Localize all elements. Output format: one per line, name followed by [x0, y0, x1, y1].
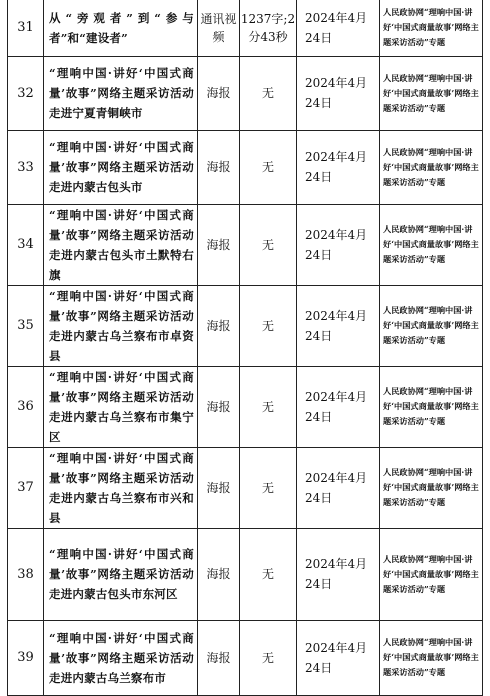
row-number: 32 [8, 56, 44, 130]
row-number: 37 [8, 447, 44, 528]
row-date: 2024年4月24日 [297, 366, 380, 447]
row-length: 无 [240, 366, 297, 447]
row-column: 人民政协网“理响中国·讲好‘中国式商量故事’网络主题采访活动”专题 [380, 447, 483, 528]
table-row [8, 285, 483, 366]
row-number: 31 [8, 0, 44, 56]
row-title: “理响中国·讲好‘中国式商量’故事”网络主题采访活动走进内蒙古包头市东河区 [44, 528, 198, 620]
row-title: “理响中国·讲好‘中国式商量’故事”网络主题采访活动走进内蒙古包头市土默特右旗 [44, 204, 198, 285]
row-number: 38 [8, 528, 44, 620]
table-row [8, 528, 483, 620]
row-length: 1237字;2分43秒 [240, 0, 297, 56]
row-type: 海报 [198, 620, 240, 695]
row-title: “理响中国·讲好‘中国式商量’故事”网络主题采访活动走进内蒙古包头市 [44, 130, 198, 204]
row-title: 从“旁观者”到“参与者”和“建设者” [44, 0, 198, 56]
row-number: 33 [8, 130, 44, 204]
row-length: 无 [240, 620, 297, 695]
row-number: 34 [8, 204, 44, 285]
row-length: 无 [240, 204, 297, 285]
row-type: 通讯视频 [198, 0, 240, 56]
table-row [8, 0, 483, 56]
row-title: “理响中国·讲好‘中国式商量’故事”网络主题采访活动走进内蒙古乌兰察布市 [44, 620, 198, 695]
row-column: 人民政协网“理响中国·讲好‘中国式商量故事’网络主题采访活动”专题 [380, 528, 483, 620]
row-column: 人民政协网“理响中国·讲好‘中国式商量故事’网络主题采访活动”专题 [380, 620, 483, 695]
works-table [7, 0, 483, 696]
table-row [8, 366, 483, 447]
row-date: 2024年4月24日 [297, 285, 380, 366]
row-type: 海报 [198, 528, 240, 620]
row-date: 2024年4月24日 [297, 130, 380, 204]
row-date: 2024年4月24日 [297, 447, 380, 528]
row-date: 2024年4月24日 [297, 56, 380, 130]
row-type: 海报 [198, 56, 240, 130]
table-row [8, 620, 483, 695]
row-column: 人民政协网“理响中国·讲好‘中国式商量故事’网络主题采访活动”专题 [380, 130, 483, 204]
row-number: 39 [8, 620, 44, 695]
row-length: 无 [240, 447, 297, 528]
row-length: 无 [240, 56, 297, 130]
table-row [8, 447, 483, 528]
row-type: 海报 [198, 130, 240, 204]
row-title: “理响中国·讲好‘中国式商量’故事”网络主题采访活动走进内蒙古乌兰察布市卓资县 [44, 285, 198, 366]
row-date: 2024年4月24日 [297, 0, 380, 56]
row-column: 人民政协网“理响中国·讲好‘中国式商量故事’网络主题采访活动”专题 [380, 285, 483, 366]
row-type: 海报 [198, 204, 240, 285]
row-date: 2024年4月24日 [297, 620, 380, 695]
table-row [8, 130, 483, 204]
row-column: 人民政协网“理响中国·讲好‘中国式商量故事’网络主题采访活动”专题 [380, 366, 483, 447]
row-type: 海报 [198, 285, 240, 366]
row-length: 无 [240, 130, 297, 204]
row-length: 无 [240, 528, 297, 620]
row-column: 人民政协网“理响中国·讲好‘中国式商量故事’网络主题采访活动”专题 [380, 56, 483, 130]
row-type: 海报 [198, 366, 240, 447]
table-row [8, 204, 483, 285]
row-date: 2024年4月24日 [297, 528, 380, 620]
row-column: 人民政协网“理响中国·讲好‘中国式商量故事’网络主题采访活动”专题 [380, 204, 483, 285]
row-length: 无 [240, 285, 297, 366]
row-title: “理响中国·讲好‘中国式商量’故事”网络主题采访活动走进宁夏青铜峡市 [44, 56, 198, 130]
row-number: 35 [8, 285, 44, 366]
row-date: 2024年4月24日 [297, 204, 380, 285]
row-number: 36 [8, 366, 44, 447]
row-type: 海报 [198, 447, 240, 528]
row-title: “理响中国·讲好‘中国式商量’故事”网络主题采访活动走进内蒙古乌兰察布市兴和县 [44, 447, 198, 528]
row-column: 人民政协网“理响中国·讲好‘中国式商量故事’网络主题采访活动”专题 [380, 0, 483, 56]
table-row [8, 56, 483, 130]
row-title: “理响中国·讲好‘中国式商量’故事”网络主题采访活动走进内蒙古乌兰察布市集宁区 [44, 366, 198, 447]
